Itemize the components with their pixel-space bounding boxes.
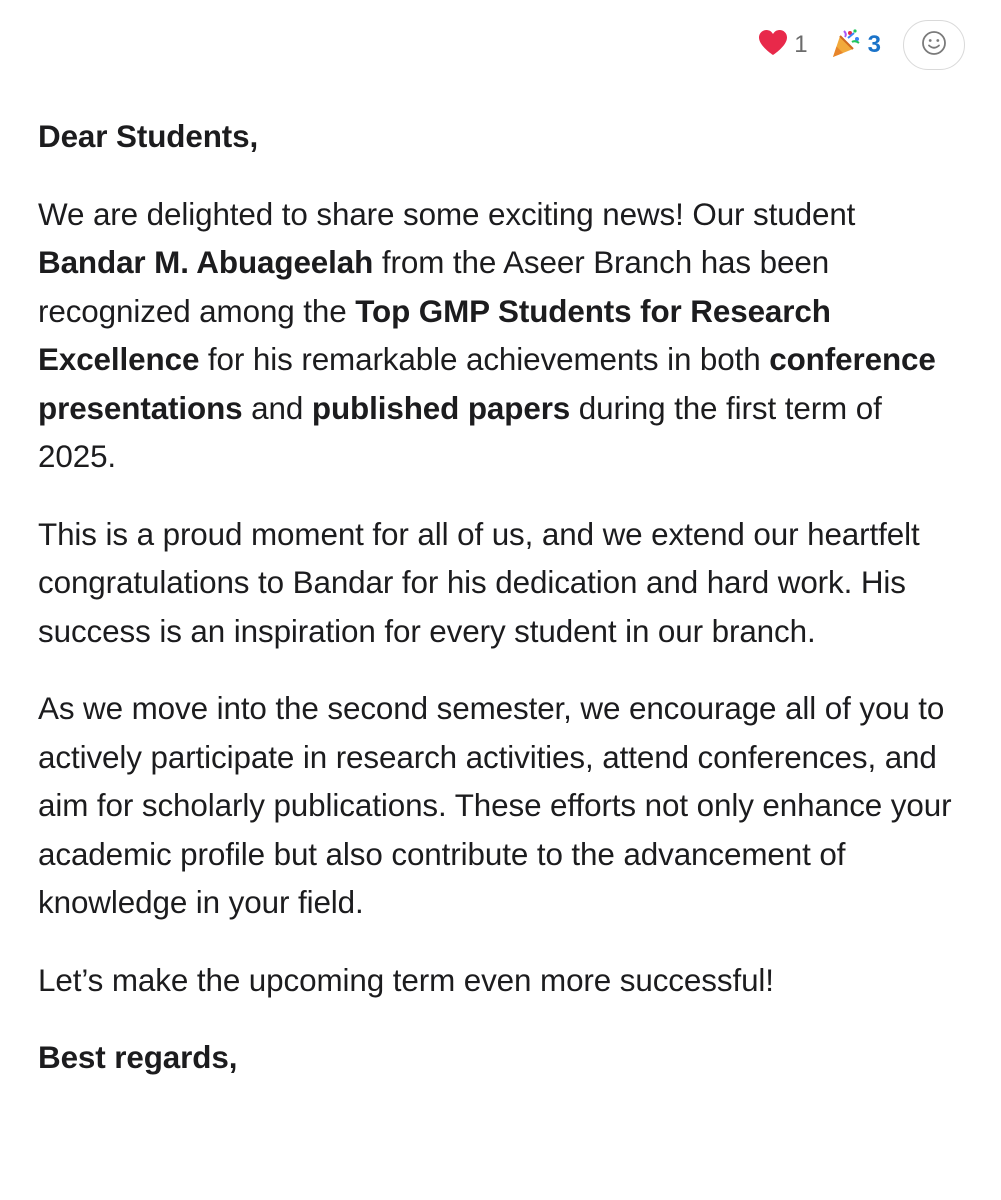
reactions-bar bbox=[758, 19, 965, 71]
greeting: Dear Students, bbox=[38, 119, 259, 154]
smiley-add-reaction-icon bbox=[921, 30, 947, 61]
highlight-conference: conference presentations bbox=[38, 342, 936, 426]
message-body bbox=[38, 113, 968, 1112]
party-popper-icon bbox=[830, 27, 862, 64]
award-title: Top GMP Students for Research Excellence bbox=[38, 293, 831, 377]
party-reaction[interactable] bbox=[830, 27, 881, 64]
highlight-papers: published papers bbox=[311, 390, 571, 426]
heart-count: 1 bbox=[794, 31, 808, 58]
heart-reaction[interactable] bbox=[758, 29, 807, 61]
heart-icon bbox=[758, 29, 788, 61]
paragraph-congratulations: This is a proud moment for all of us, and we extend our heartfelt congratulations to Bandar for his dedication and hard work. His success is an inspiration for every student in our branch. bbox=[38, 516, 920, 649]
paragraph-announcement: We are delighted to share some exciting news! Our student Bandar M. Abuageelah from the Aseer Branch has been recognized among the Top GMP Students for Research Excellence for his remarkable achievements in both conference presentations and published papers during the first term of 2025. bbox=[38, 196, 936, 474]
party-count: 3 bbox=[867, 31, 881, 58]
paragraph-closing-wish: Let’s make the upcoming term even more successful! bbox=[38, 962, 774, 998]
student-name: Bandar M. Abuageelah bbox=[38, 245, 374, 280]
sign-off: Best regards, bbox=[38, 1040, 238, 1075]
paragraph-encouragement: As we move into the second semester, we encourage all of you to actively participate in research activities, attend conferences, and aim for scholarly publications. These efforts not only enhance your academic profile but also contribute to the advancement of knowledge in your field. bbox=[38, 691, 952, 920]
add-reaction-button[interactable] bbox=[903, 20, 965, 70]
